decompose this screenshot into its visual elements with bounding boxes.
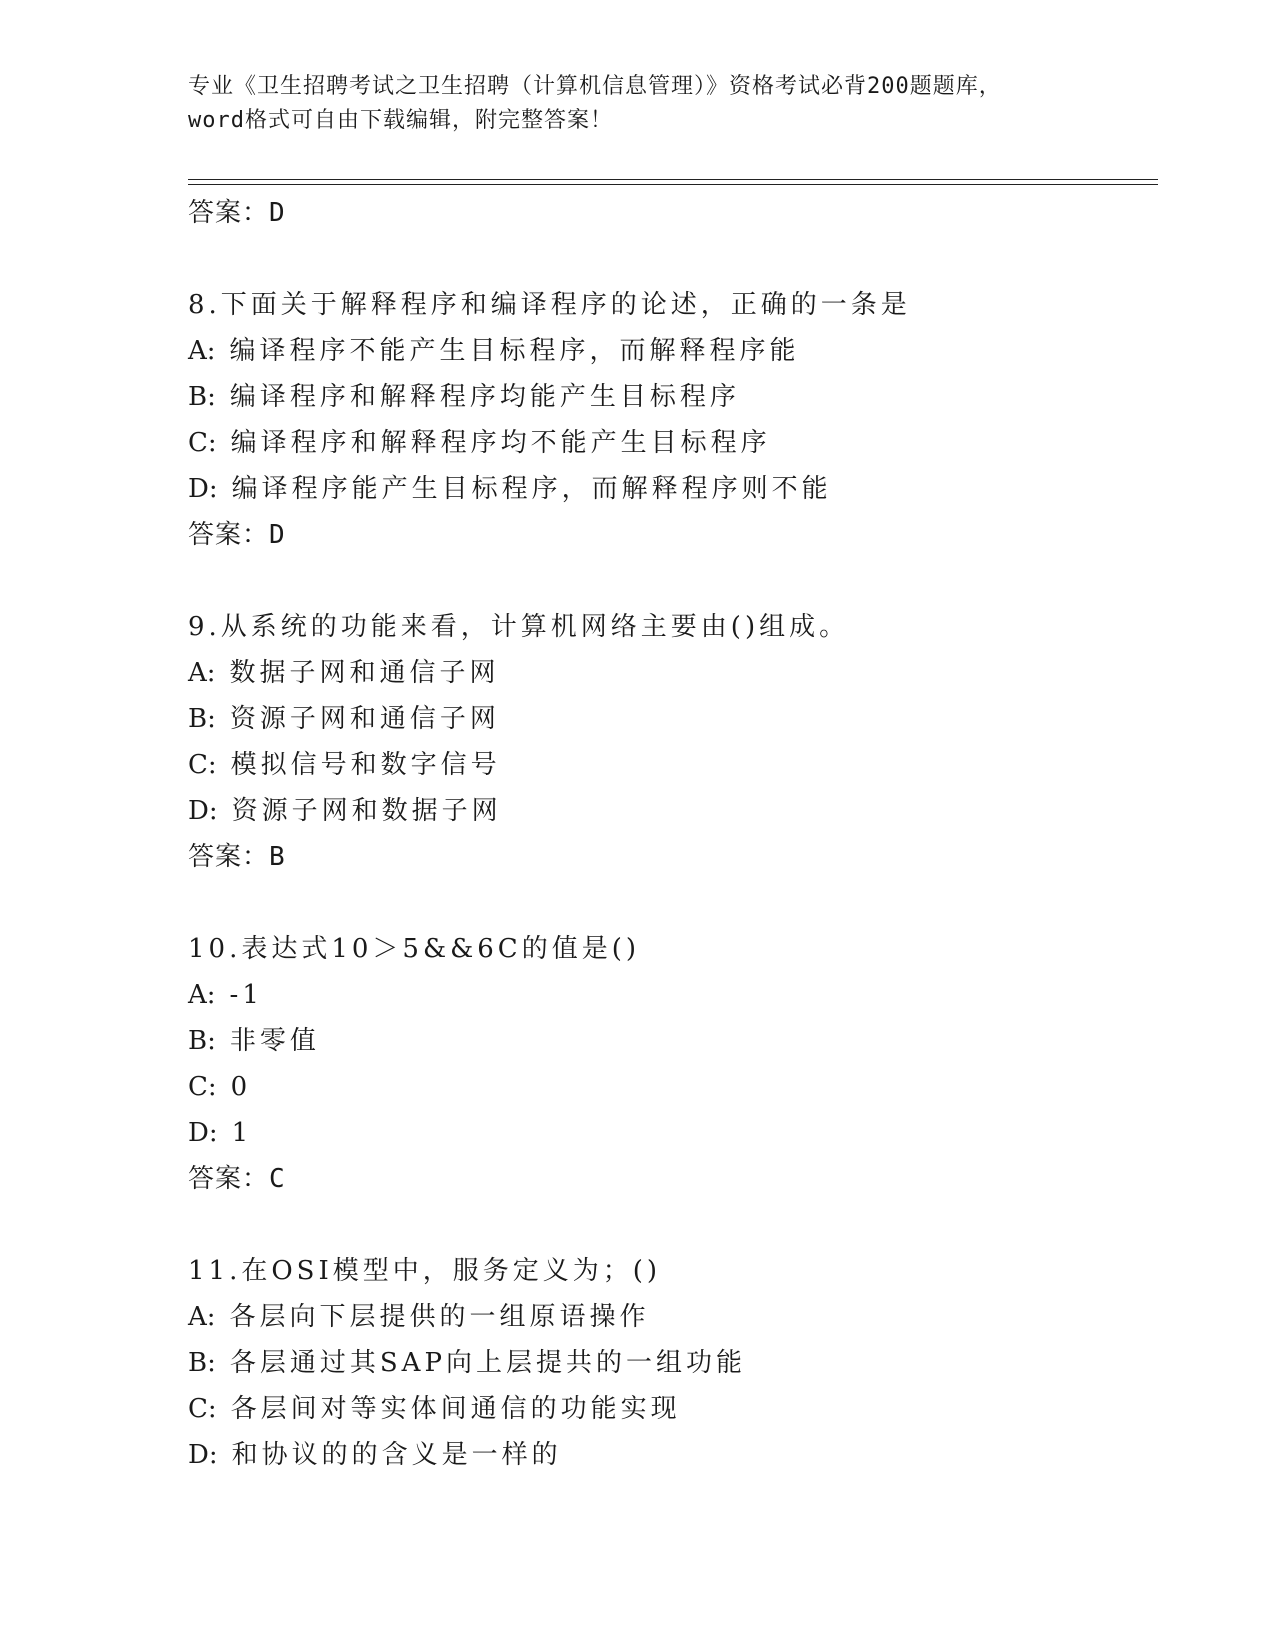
question-title: 11.在OSI模型中，服务定义为；() bbox=[188, 1256, 662, 1286]
answer-line: 答案：D bbox=[188, 198, 286, 228]
option-label: A: bbox=[188, 980, 216, 1010]
question-title: 8.下面关于解释程序和编译程序的论述，正确的一条是 bbox=[188, 290, 911, 320]
option-label: B: bbox=[188, 382, 216, 412]
option-d bbox=[188, 466, 1158, 512]
option-c bbox=[188, 742, 1158, 788]
option-d bbox=[188, 1432, 1158, 1478]
option-d bbox=[188, 1110, 1158, 1156]
question-9 bbox=[188, 604, 1158, 880]
option-text: 各层通过其SAP向上层提共的一组功能 bbox=[229, 1348, 746, 1378]
option-b bbox=[188, 696, 1158, 742]
header-line-2: word格式可自由下载编辑，附完整答案！ bbox=[188, 108, 613, 133]
option-text: 模拟信号和数字信号 bbox=[230, 750, 501, 780]
option-text: 编译程序不能产生目标程序，而解释程序能 bbox=[229, 336, 800, 366]
document-header bbox=[188, 70, 1088, 138]
option-label: A: bbox=[188, 1302, 216, 1332]
document-body bbox=[188, 190, 1158, 1478]
option-text: 1 bbox=[231, 1118, 253, 1148]
option-text: 编译程序和解释程序均不能产生目标程序 bbox=[230, 428, 771, 458]
option-label: C: bbox=[188, 1072, 217, 1102]
option-a bbox=[188, 972, 1158, 1018]
option-c bbox=[188, 420, 1158, 466]
question-11 bbox=[188, 1248, 1158, 1478]
option-a bbox=[188, 328, 1158, 374]
option-text: 非零值 bbox=[229, 1026, 320, 1056]
option-label: D: bbox=[188, 796, 218, 826]
option-label: D: bbox=[188, 1118, 218, 1148]
question-8 bbox=[188, 282, 1158, 558]
option-text: 和协议的的含义是一样的 bbox=[231, 1440, 562, 1470]
header-divider-bottom bbox=[188, 184, 1158, 185]
question-title: 10.表达式10＞5&&6C的值是() bbox=[188, 934, 640, 964]
header-divider-top bbox=[188, 179, 1158, 180]
option-a bbox=[188, 650, 1158, 696]
option-text: 资源子网和通信子网 bbox=[229, 704, 500, 734]
option-b bbox=[188, 1018, 1158, 1064]
option-text: 0 bbox=[230, 1072, 252, 1102]
option-label: B: bbox=[188, 1348, 216, 1378]
option-b bbox=[188, 374, 1158, 420]
option-label: B: bbox=[188, 704, 216, 734]
answer-line: 答案：D bbox=[188, 520, 286, 550]
option-label: D: bbox=[188, 1440, 218, 1470]
answer-line: 答案：B bbox=[188, 842, 286, 872]
option-text: 各层间对等实体间通信的功能实现 bbox=[230, 1394, 681, 1424]
option-c bbox=[188, 1386, 1158, 1432]
option-label: C: bbox=[188, 428, 217, 458]
option-text: 各层向下层提供的一组原语操作 bbox=[229, 1302, 650, 1332]
answer-line: 答案：C bbox=[188, 1164, 286, 1194]
option-text: 编译程序能产生目标程序，而解释程序则不能 bbox=[231, 474, 832, 504]
option-label: D: bbox=[188, 474, 218, 504]
option-text: 数据子网和通信子网 bbox=[229, 658, 500, 688]
option-label: A: bbox=[188, 336, 216, 366]
option-d bbox=[188, 788, 1158, 834]
option-c bbox=[188, 1064, 1158, 1110]
question-10 bbox=[188, 926, 1158, 1202]
option-text: 资源子网和数据子网 bbox=[231, 796, 502, 826]
option-label: B: bbox=[188, 1026, 216, 1056]
option-text: -1 bbox=[229, 980, 263, 1010]
header-line-1: 专业《卫生招聘考试之卫生招聘（计算机信息管理）》资格考试必背200题题库， bbox=[188, 74, 1002, 99]
option-label: C: bbox=[188, 750, 217, 780]
option-label: A: bbox=[188, 658, 216, 688]
option-label: C: bbox=[188, 1394, 217, 1424]
question-title: 9.从系统的功能来看，计算机网络主要由()组成。 bbox=[188, 612, 850, 642]
option-text: 编译程序和解释程序均能产生目标程序 bbox=[229, 382, 740, 412]
option-a bbox=[188, 1294, 1158, 1340]
option-b bbox=[188, 1340, 1158, 1386]
